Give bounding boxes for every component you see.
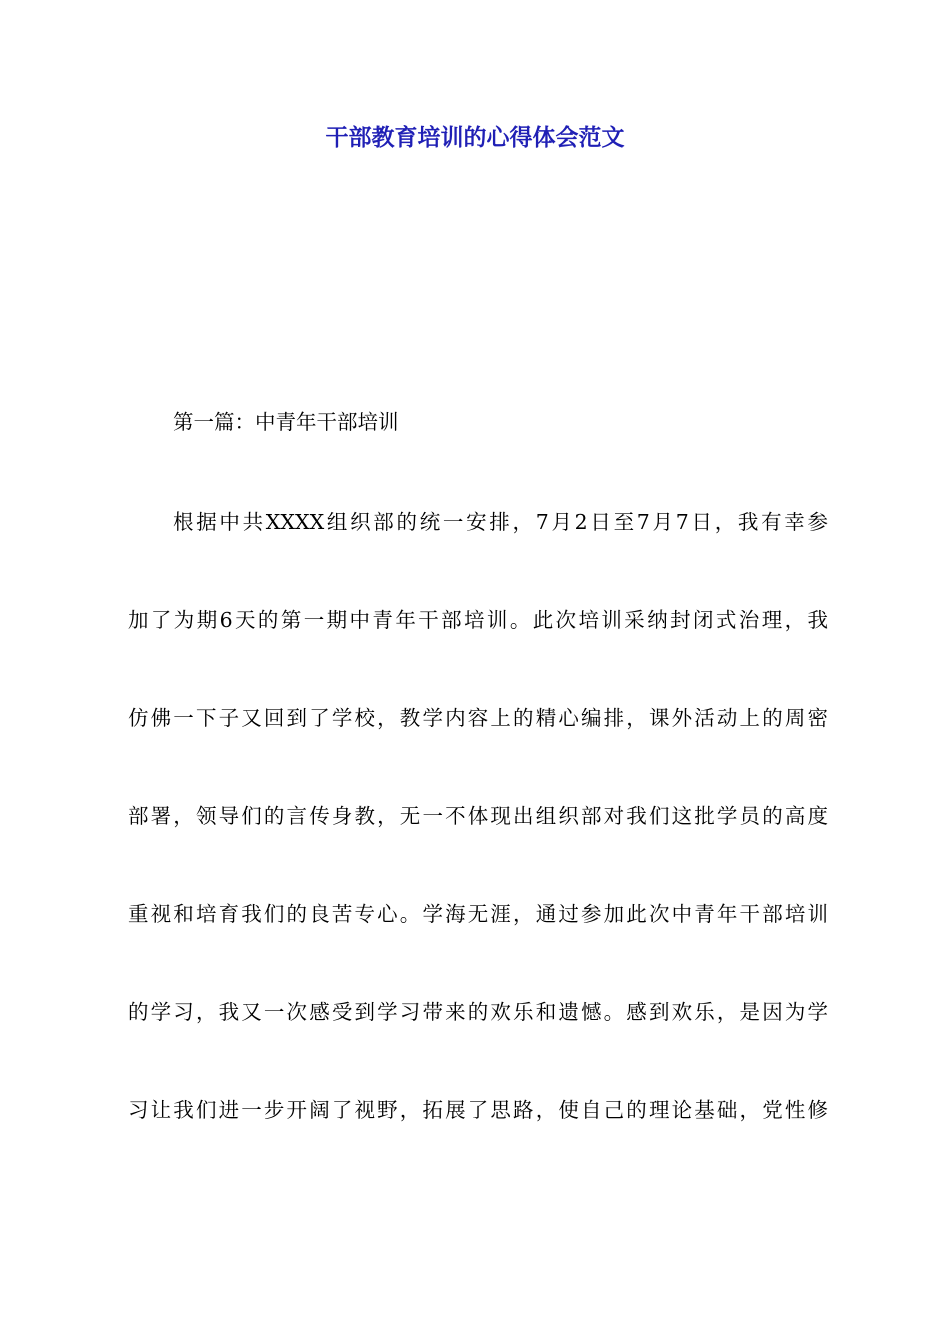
paragraph-line: 习让我们进一步开阔了视野，拓展了思路，使自己的理论基础，党性修 (128, 1098, 828, 1122)
paragraph-line: 仿佛一下子又回到了学校，教学内容上的精心编排，课外活动上的周密 (128, 706, 828, 730)
paragraph-line: 部署，领导们的言传身教，无一不体现出组织部对我们这批学员的高度 (128, 804, 828, 828)
paragraph-line: 根据中共XXXX组织部的统一安排，7月2日至7月7日，我有幸参 (173, 510, 828, 534)
paragraph-line: 重视和培育我们的良苦专心。学海无涯，通过参加此次中青年干部培训 (128, 902, 828, 926)
body-paragraph (128, 502, 828, 1188)
paragraph-line: 加了为期6天的第一期中青年干部培训。此次培训采纳封闭式治理，我 (128, 608, 828, 632)
document-title: 干部教育培训的心得体会范文 (325, 125, 625, 151)
section-heading: 第一篇：中青年干部培训 (173, 410, 399, 434)
paragraph-line: 的学习，我又一次感受到学习带来的欢乐和遗憾。感到欢乐，是因为学 (128, 1000, 828, 1024)
